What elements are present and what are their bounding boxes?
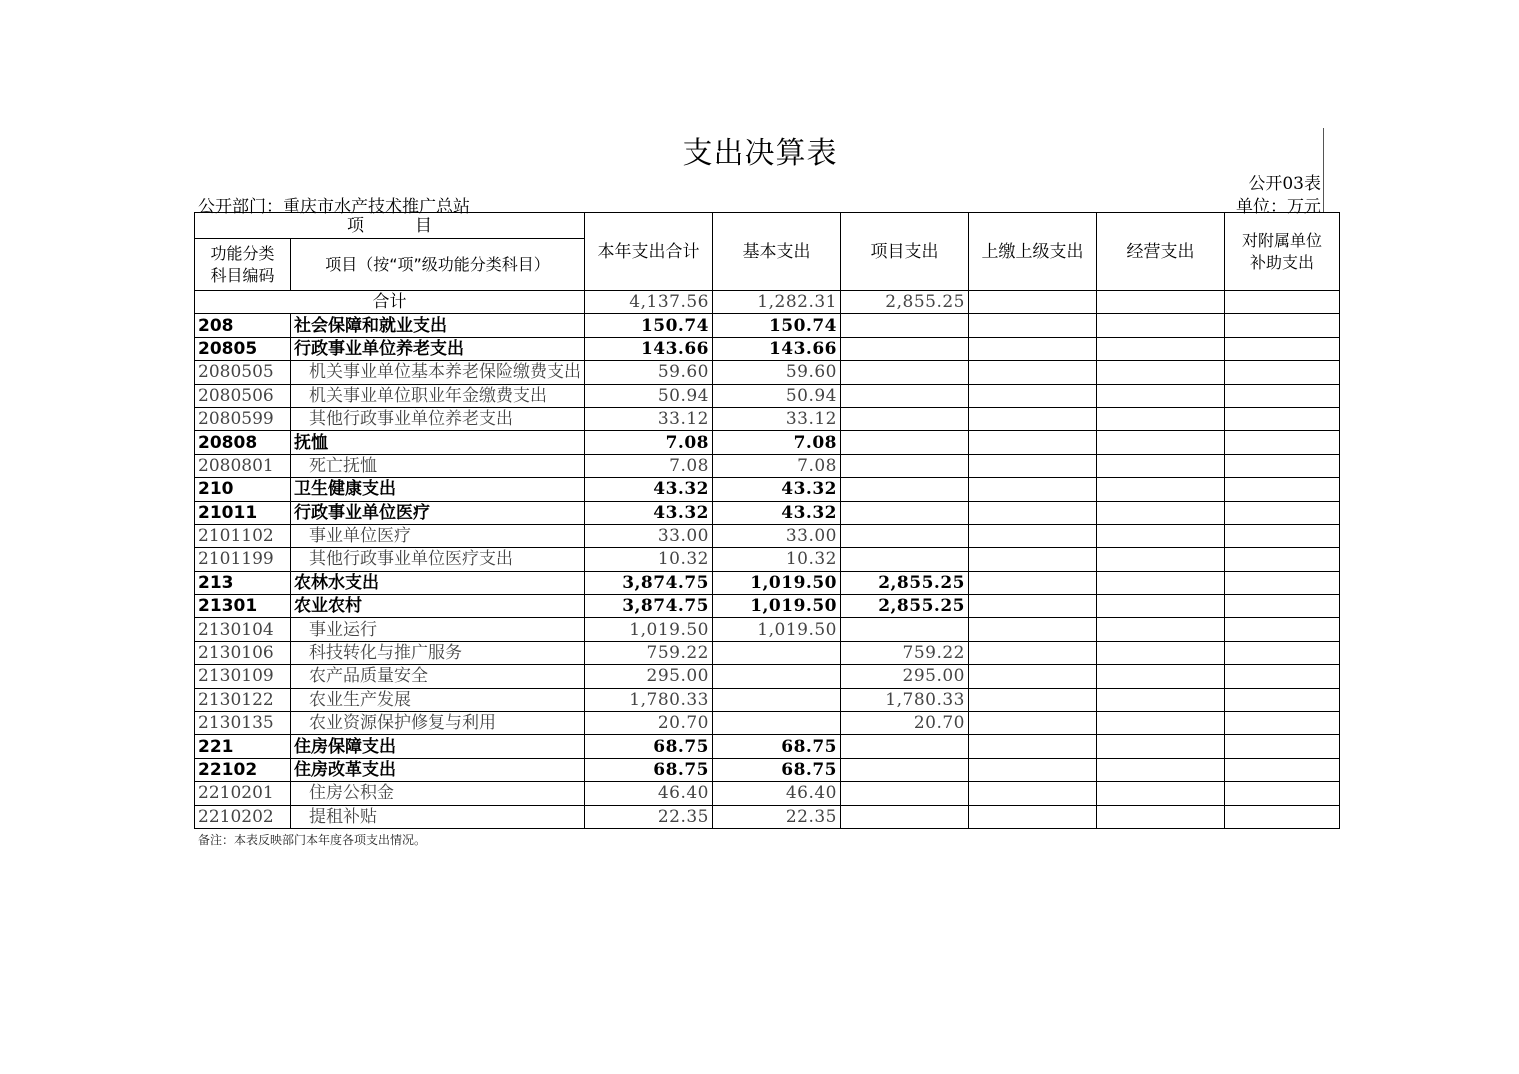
name-cell: 农业资源保护修复与利用 (291, 712, 585, 735)
subsidy-cell (1225, 688, 1340, 711)
name-cell: 提租补贴 (291, 805, 585, 828)
basic-cell: 46.40 (713, 782, 841, 805)
project-cell: 759.22 (841, 641, 969, 664)
basic-cell (713, 665, 841, 688)
code-cell: 210 (195, 478, 291, 501)
upper-cell (969, 407, 1097, 430)
basic-cell: 1,019.50 (713, 595, 841, 618)
total-cell: 46.40 (585, 782, 713, 805)
footnote: 备注：本表反映部门本年度各项支出情况。 (198, 833, 427, 847)
upper-cell (969, 361, 1097, 384)
name-cell: 行政事业单位医疗 (291, 501, 585, 524)
business-cell (1097, 384, 1225, 407)
basic-cell: 7.08 (713, 431, 841, 454)
department-label: 公开部门：重庆市水产技术推广总站 (198, 197, 470, 217)
table-row (195, 548, 1340, 571)
total-cell: 3,874.75 (585, 571, 713, 594)
total-subsidy-cell (1225, 291, 1340, 314)
business-cell (1097, 548, 1225, 571)
business-cell (1097, 758, 1225, 781)
upper-cell (969, 337, 1097, 360)
table-row (195, 337, 1340, 360)
subsidy-header: 对附属单位 补助支出 (1225, 213, 1340, 291)
project-cell (841, 548, 969, 571)
code-cell: 20805 (195, 337, 291, 360)
total-header: 本年支出合计 (585, 213, 713, 291)
code-cell: 2080506 (195, 384, 291, 407)
name-cell: 卫生健康支出 (291, 478, 585, 501)
code-cell: 2130109 (195, 665, 291, 688)
business-cell (1097, 454, 1225, 477)
code-cell: 21301 (195, 595, 291, 618)
subsidy-cell (1225, 314, 1340, 337)
code-cell: 2080505 (195, 361, 291, 384)
total-cell: 1,780.33 (585, 688, 713, 711)
subsidy-cell (1225, 361, 1340, 384)
code-cell: 2101199 (195, 548, 291, 571)
basic-cell (713, 688, 841, 711)
subsidy-cell (1225, 618, 1340, 641)
name-cell: 抚恤 (291, 431, 585, 454)
code-cell: 208 (195, 314, 291, 337)
name-cell: 事业运行 (291, 618, 585, 641)
business-cell (1097, 314, 1225, 337)
project-cell (841, 618, 969, 641)
business-cell (1097, 665, 1225, 688)
code-cell: 22102 (195, 758, 291, 781)
code-cell: 2130106 (195, 641, 291, 664)
subsidy-cell (1225, 735, 1340, 758)
project-cell (841, 524, 969, 547)
project-cell: 295.00 (841, 665, 969, 688)
code-cell: 2080599 (195, 407, 291, 430)
name-cell: 住房保障支出 (291, 735, 585, 758)
total-cell: 20.70 (585, 712, 713, 735)
basic-cell (713, 641, 841, 664)
upper-cell (969, 548, 1097, 571)
basic-cell: 33.12 (713, 407, 841, 430)
total-cell: 43.32 (585, 501, 713, 524)
total-upper-cell (969, 291, 1097, 314)
total-cell: 43.32 (585, 478, 713, 501)
total-business-cell (1097, 291, 1225, 314)
table-row (195, 524, 1340, 547)
project-cell (841, 758, 969, 781)
total-label: 合计 (195, 291, 585, 314)
subsidy-cell (1225, 384, 1340, 407)
upper-cell (969, 524, 1097, 547)
upper-cell (969, 712, 1097, 735)
total-sum-cell: 4,137.56 (585, 291, 713, 314)
upper-cell (969, 758, 1097, 781)
name-cell: 其他行政事业单位养老支出 (291, 407, 585, 430)
upper-cell (969, 314, 1097, 337)
total-basic-cell: 1,282.31 (713, 291, 841, 314)
name-cell: 死亡抚恤 (291, 454, 585, 477)
basic-cell: 1,019.50 (713, 571, 841, 594)
name-header: 项目（按“项”级功能分类科目） (291, 239, 585, 291)
project-cell (841, 314, 969, 337)
total-cell: 7.08 (585, 431, 713, 454)
total-project-cell: 2,855.25 (841, 291, 969, 314)
name-cell: 事业单位医疗 (291, 524, 585, 547)
table-row (195, 712, 1340, 735)
basic-header: 基本支出 (713, 213, 841, 291)
total-cell: 150.74 (585, 314, 713, 337)
project-cell (841, 478, 969, 501)
total-cell: 33.00 (585, 524, 713, 547)
upper-cell (969, 735, 1097, 758)
total-cell: 59.60 (585, 361, 713, 384)
name-cell: 机关事业单位基本养老保险缴费支出 (291, 361, 585, 384)
name-cell: 科技转化与推广服务 (291, 641, 585, 664)
upper-cell (969, 805, 1097, 828)
project-cell (841, 454, 969, 477)
table-row (195, 431, 1340, 454)
code-cell: 2210201 (195, 782, 291, 805)
basic-cell: 1,019.50 (713, 618, 841, 641)
total-cell: 3,874.75 (585, 595, 713, 618)
name-cell: 社会保障和就业支出 (291, 314, 585, 337)
table-row (195, 571, 1340, 594)
project-cell: 2,855.25 (841, 595, 969, 618)
project-cell (841, 337, 969, 360)
total-cell: 1,019.50 (585, 618, 713, 641)
code-cell: 2130135 (195, 712, 291, 735)
project-cell (841, 735, 969, 758)
name-cell: 农业生产发展 (291, 688, 585, 711)
table-row (195, 314, 1340, 337)
basic-cell: 143.66 (713, 337, 841, 360)
basic-cell: 59.60 (713, 361, 841, 384)
table-row (195, 478, 1340, 501)
table-row (195, 758, 1340, 781)
upper-cell (969, 454, 1097, 477)
table-row (195, 735, 1340, 758)
name-cell: 农产品质量安全 (291, 665, 585, 688)
basic-cell: 7.08 (713, 454, 841, 477)
subsidy-cell (1225, 454, 1340, 477)
subsidy-cell (1225, 805, 1340, 828)
upper-header: 上缴上级支出 (969, 213, 1097, 291)
page-title: 支出决算表 (682, 136, 838, 171)
vertical-divider (1323, 128, 1324, 212)
table-row (195, 361, 1340, 384)
upper-cell (969, 384, 1097, 407)
business-cell (1097, 337, 1225, 360)
name-cell: 住房公积金 (291, 782, 585, 805)
code-cell: 2210202 (195, 805, 291, 828)
upper-cell (969, 595, 1097, 618)
total-cell: 22.35 (585, 805, 713, 828)
subsidy-cell (1225, 712, 1340, 735)
upper-cell (969, 501, 1097, 524)
business-cell (1097, 595, 1225, 618)
project-cell (841, 782, 969, 805)
business-cell (1097, 712, 1225, 735)
subsidy-cell (1225, 758, 1340, 781)
subsidy-cell (1225, 641, 1340, 664)
code-cell: 2080801 (195, 454, 291, 477)
upper-cell (969, 688, 1097, 711)
project-cell (841, 407, 969, 430)
basic-cell: 10.32 (713, 548, 841, 571)
total-cell: 68.75 (585, 735, 713, 758)
table-row (195, 618, 1340, 641)
basic-cell: 50.94 (713, 384, 841, 407)
table-row (195, 688, 1340, 711)
code-cell: 2101102 (195, 524, 291, 547)
business-cell (1097, 805, 1225, 828)
business-cell (1097, 407, 1225, 430)
name-cell: 行政事业单位养老支出 (291, 337, 585, 360)
subsidy-cell (1225, 501, 1340, 524)
subsidy-cell (1225, 337, 1340, 360)
subsidy-cell (1225, 548, 1340, 571)
business-cell (1097, 735, 1225, 758)
basic-cell: 68.75 (713, 735, 841, 758)
table-row (195, 782, 1340, 805)
table-row (195, 407, 1340, 430)
total-row (195, 291, 1340, 314)
total-cell: 295.00 (585, 665, 713, 688)
upper-cell (969, 618, 1097, 641)
project-cell: 2,855.25 (841, 571, 969, 594)
table-row (195, 501, 1340, 524)
project-expense-header: 项目支出 (841, 213, 969, 291)
upper-cell (969, 782, 1097, 805)
code-cell: 221 (195, 735, 291, 758)
code-cell: 20808 (195, 431, 291, 454)
business-cell (1097, 782, 1225, 805)
business-cell (1097, 478, 1225, 501)
code-header: 功能分类 科目编码 (195, 239, 291, 291)
upper-cell (969, 641, 1097, 664)
expenditure-table (194, 212, 1340, 829)
basic-cell: 43.32 (713, 478, 841, 501)
subsidy-cell (1225, 782, 1340, 805)
form-number: 公开03表 (1248, 174, 1321, 194)
table-row (195, 454, 1340, 477)
subsidy-cell (1225, 407, 1340, 430)
unit-label: 单位：万元 (1236, 197, 1321, 217)
code-cell: 213 (195, 571, 291, 594)
basic-cell (713, 712, 841, 735)
table-row (195, 595, 1340, 618)
business-cell (1097, 501, 1225, 524)
project-cell (841, 384, 969, 407)
subsidy-cell (1225, 478, 1340, 501)
total-cell: 50.94 (585, 384, 713, 407)
code-cell: 2130122 (195, 688, 291, 711)
business-cell (1097, 524, 1225, 547)
business-cell (1097, 571, 1225, 594)
project-cell (841, 361, 969, 384)
upper-cell (969, 478, 1097, 501)
table-row (195, 805, 1340, 828)
total-cell: 143.66 (585, 337, 713, 360)
basic-cell: 43.32 (713, 501, 841, 524)
business-cell (1097, 361, 1225, 384)
total-cell: 10.32 (585, 548, 713, 571)
project-cell (841, 431, 969, 454)
upper-cell (969, 571, 1097, 594)
basic-cell: 150.74 (713, 314, 841, 337)
table-row (195, 384, 1340, 407)
total-cell: 68.75 (585, 758, 713, 781)
name-cell: 农业农村 (291, 595, 585, 618)
total-cell: 7.08 (585, 454, 713, 477)
business-cell (1097, 688, 1225, 711)
subsidy-cell (1225, 595, 1340, 618)
business-cell (1097, 431, 1225, 454)
table-row (195, 665, 1340, 688)
table-row (195, 641, 1340, 664)
basic-cell: 68.75 (713, 758, 841, 781)
project-cell (841, 501, 969, 524)
total-cell: 759.22 (585, 641, 713, 664)
upper-cell (969, 431, 1097, 454)
name-cell: 其他行政事业单位医疗支出 (291, 548, 585, 571)
subsidy-cell (1225, 431, 1340, 454)
total-cell: 33.12 (585, 407, 713, 430)
name-cell: 农林水支出 (291, 571, 585, 594)
project-cell (841, 805, 969, 828)
project-cell: 20.70 (841, 712, 969, 735)
subsidy-cell (1225, 571, 1340, 594)
code-cell: 2130104 (195, 618, 291, 641)
business-header: 经营支出 (1097, 213, 1225, 291)
subsidy-cell (1225, 665, 1340, 688)
project-header: 项 目 (195, 213, 585, 239)
name-cell: 机关事业单位职业年金缴费支出 (291, 384, 585, 407)
code-cell: 21011 (195, 501, 291, 524)
business-cell (1097, 641, 1225, 664)
basic-cell: 33.00 (713, 524, 841, 547)
project-cell: 1,780.33 (841, 688, 969, 711)
business-cell (1097, 618, 1225, 641)
basic-cell: 22.35 (713, 805, 841, 828)
subsidy-cell (1225, 524, 1340, 547)
upper-cell (969, 665, 1097, 688)
name-cell: 住房改革支出 (291, 758, 585, 781)
